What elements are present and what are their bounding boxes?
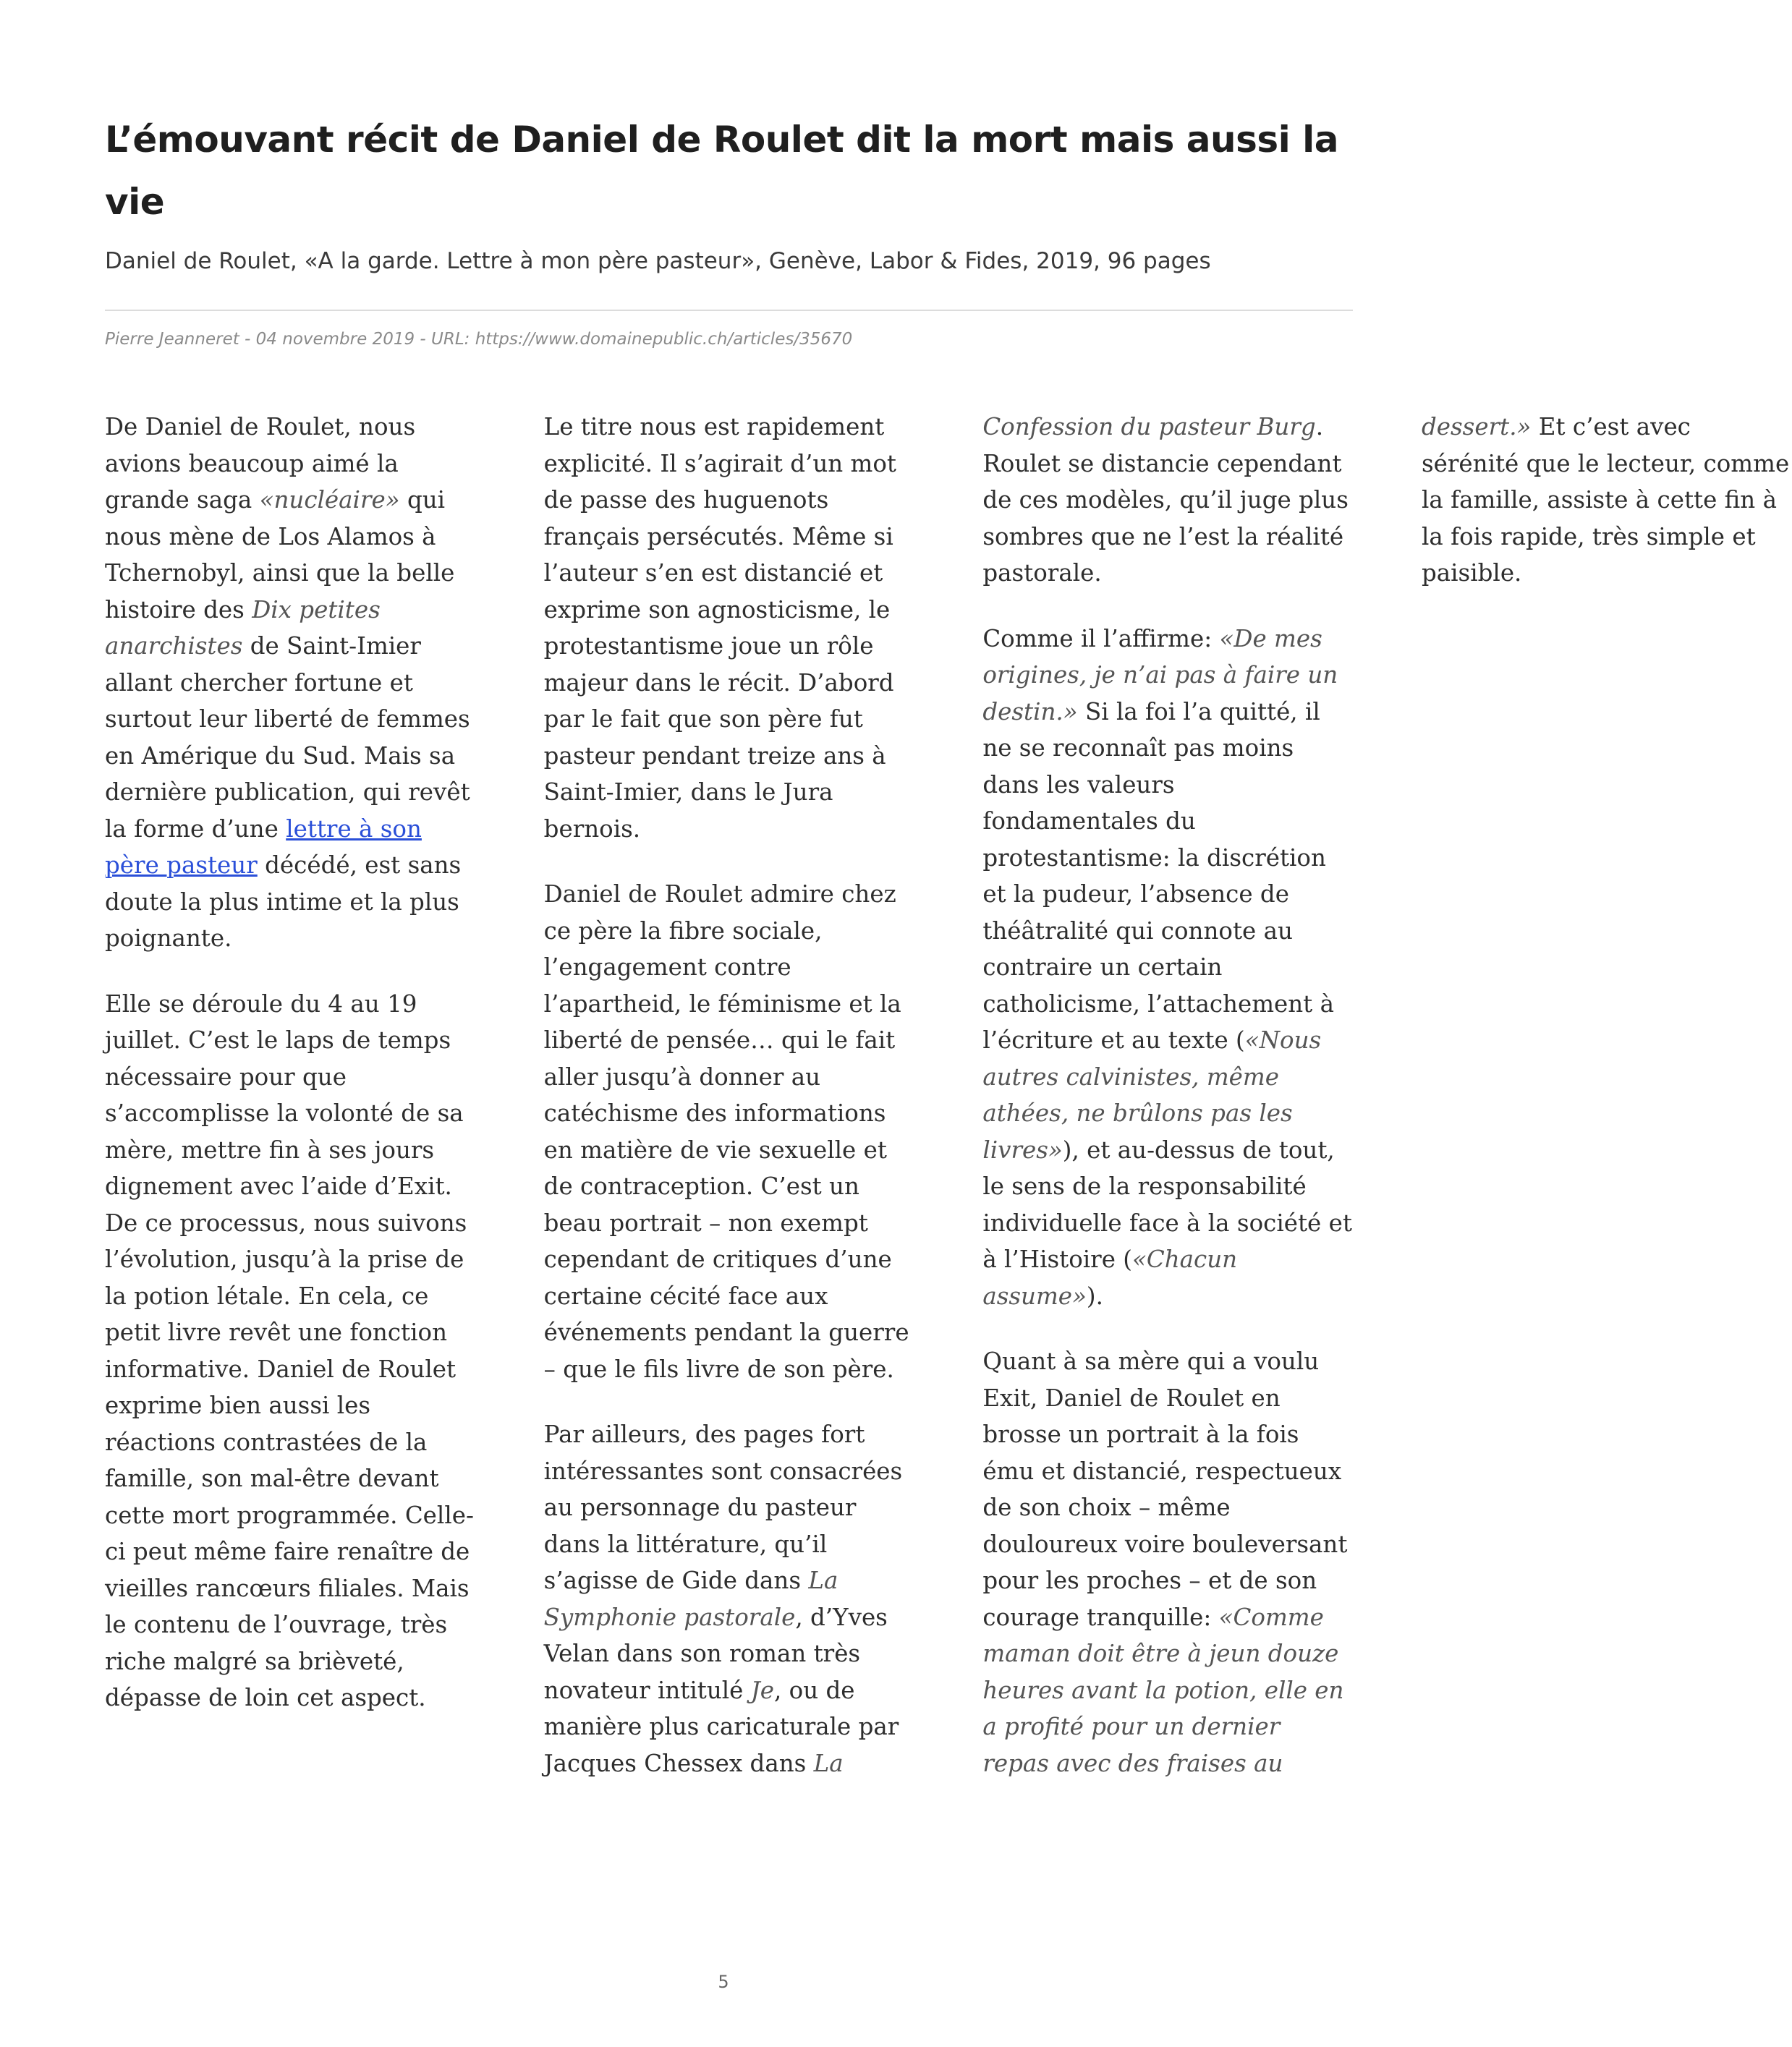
paragraph-3: Le titre nous est rapidement explicité. Il s’agirait d’un mot de passe des huguenots français persécutés. Même si l’auteur s’en est distancié et exprime son agnosticisme, le protestantisme joue un rôle majeur dans le récit. D’abord par le fait que son père fut pasteur pendant treize ans à Saint-Imier, dans le Jura bernois. — [543, 413, 896, 843]
article-title: L’émouvant récit de Daniel de Roulet dit la mort mais aussi la vie — [105, 119, 1339, 223]
paragraph-6: Comme il l’affirme: «De mes origines, je n’ai pas à faire un destin.» Si la foi l’a quitté, il ne se reconnaît pas moins dans les valeurs fondamentales du protestantisme: la discrétion et la pudeur, l’absence de théâtralité qui connote au contraire un certain catholicisme, l’attachement à l’écriture et au texte («Nous autres calvinistes, même athées, ne brûlons pas les livres»), et au-dessus de tout, le sens de la responsabilité individuelle face à la société et à l’Histoire («Chacun assume»). — [982, 624, 1352, 1310]
paragraph-5: Par ailleurs, des pages fort intéressantes sont consacrées au personnage du pasteur dans la littérature, qu’il s’agisse de Gide dans La Symphonie pastorale, d’Yves Velan dans son roman très novateur intitulé Je, ou de manière plus caricaturale par Jacques Chessex dans La Confession du pasteur Burg. Roulet se distancie cependant de ces modèles, qu’il juge plus sombres que ne l’est la réalité pastorale. — [543, 413, 1349, 1777]
paragraph-7: Quant à sa mère qui a voulu Exit, Daniel de Roulet en brosse un portrait à la fois ému et distancié, respectueux de son choix – même douloureux voire bouleversant pour les proches – et de son courage tranquille: «Comme maman doit être à jeun douze heures avant la potion, elle en a profité pour un dernier repas avec des fraises au dessert.» Et c’est avec sérénité que le lecteur, comme la famille, assiste à cette fin à la fois rapide, très simple et paisible. — [982, 413, 1790, 1777]
header-divider — [105, 310, 1353, 311]
article-subtitle: Daniel de Roulet, «A la garde. Lettre à mon père pasteur», Genève, Labor & Fides, 2019, 96 pages — [105, 248, 1211, 274]
article-meta: Pierre Jeanneret - 04 novembre 2019 - URL: https://www.domainepublic.ch/articles/35670 — [105, 330, 853, 349]
page-number: 5 — [718, 1972, 729, 1992]
letter-link[interactable]: lettre à son père pasteur — [105, 814, 422, 879]
paragraph-2: Elle se déroule du 4 au 19 juillet. C’est le laps de temps nécessaire pour que s’accomplisse la volonté de sa mère, mettre fin à ses jours dignement avec l’aide d’Exit. De ce processus, nous suivons l’évolution, jusqu’à la prise de la potion létale. En cela, ce petit livre revêt une fonction informative. Daniel de Roulet exprime bien aussi les réactions contrastées de la famille, son mal-être devant cette mort programmée. Celle-ci peut même faire renaître de vieilles rancœurs filiales. Mais le contenu de l’ouvrage, très riche malgré sa brièveté, dépasse de loin cet aspect. — [105, 990, 474, 1711]
paragraph-1: De Daniel de Roulet, nous avions beaucoup aimé la grande saga «nucléaire» qui nous mène de Los Alamos à Tchernobyl, ainsi que la belle histoire des Dix petites anarchistes de Saint-Imier allant chercher fortune et surtout leur liberté de femmes en Amérique du Sud. Mais sa dernière publication, qui revêt la forme d’une lettre à son père pasteur décédé, est sans doute la plus intime et la plus poignante. — [105, 413, 470, 952]
paragraph-4: Daniel de Roulet admire chez ce père la fibre sociale, l’engagement contre l’apartheid, le féminisme et la liberté de pensée… qui le fait aller jusqu’à donner au catéchisme des informations en matière de vie sexuelle et de contraception. C’est un beau portrait – non exempt cependant de critiques d’une certaine cécité face aux événements pendant la guerre – que le fils livre de son père. — [543, 880, 909, 1383]
article-body — [105, 409, 1790, 1797]
